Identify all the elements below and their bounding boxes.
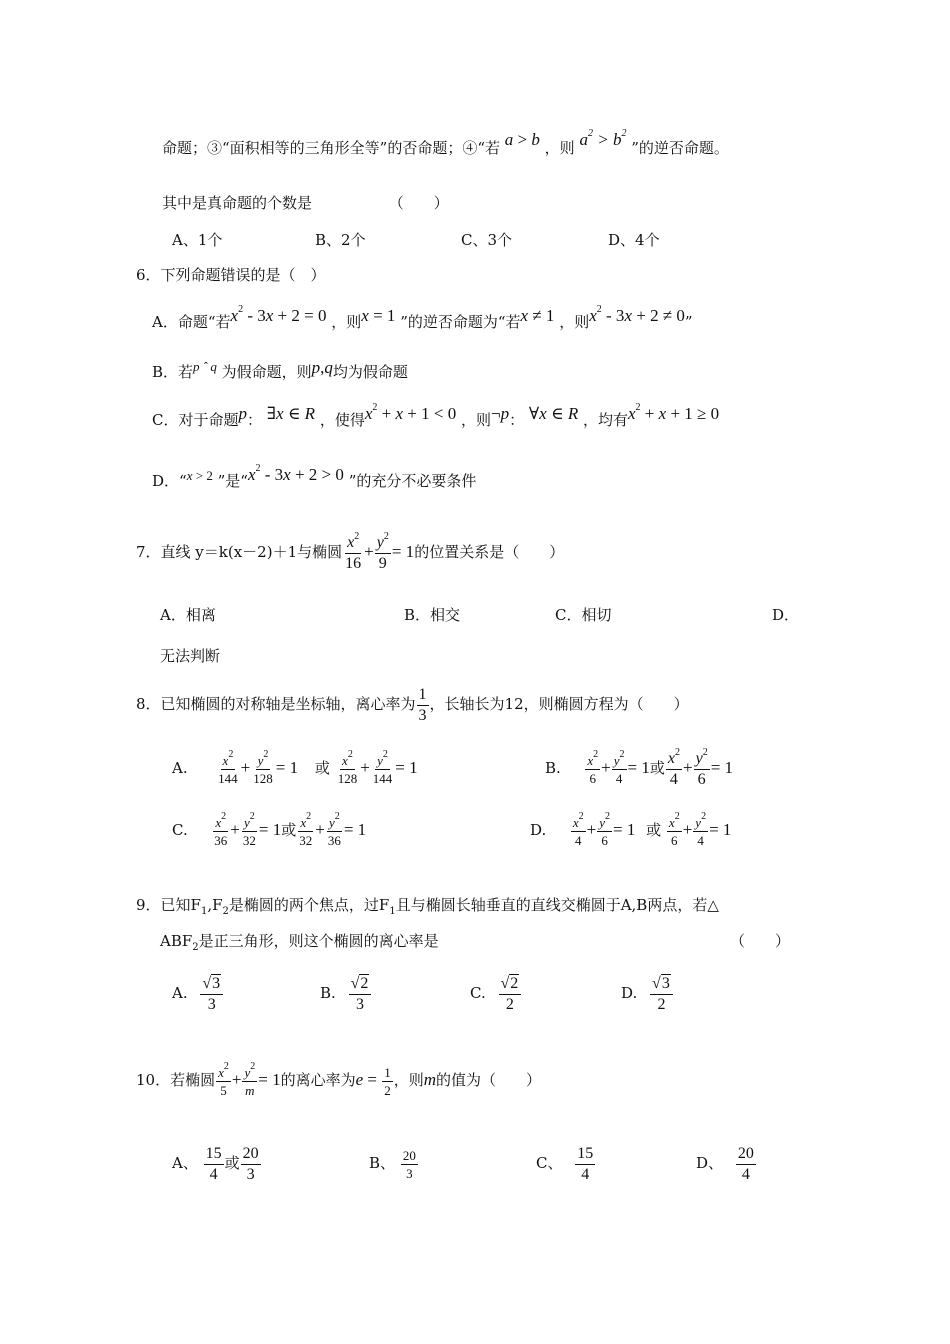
q9-option-d: D. $\frac{√3}{2}$ [621,965,674,1021]
q8-option-d: D. $\frac{x^2}{4}$ + $\frac{y^2}{6}$ = 1 或 $\frac{x^2}{6}$ + $\frac{y^2}{4}$ = 1 [530,810,732,848]
q7-option-b: B．相交 [404,606,461,624]
q5-line1: 命题；③“面积相等的三角形全等”的否命题；④“若 a > b ，则 $a^2 > b^2$ ”的逆否命题。 [162,128,729,157]
q8-option-b: B. $\frac{x^2}{6}$ + $\frac{y^2}{4}$ = 1或 $\frac{x^2}{4}$ + $\frac{y^2}{6}$ = 1 [545,746,734,788]
q5-option-a: A、1个 [172,231,223,249]
q6-option-d: D．“x > 2 ”是“$x^2 - 3x + 2 > 0$ ”的充分不必要条件 [152,463,477,490]
q7-option-d: D． [772,606,800,624]
q8-stem: 8．已知椭圆的对称轴是坐标轴，离心率为 $\frac{1}{3}$ ，长轴长为12，则椭圆方程为（ ） [136,685,689,724]
math-a2-gt-b2: $a^2 > b^2$ [579,128,627,149]
q7-option-a: A．相离 [160,606,216,624]
q5-line2: 其中是真命题的个数是 （ ） [162,194,449,212]
q9-option-a: A. $\frac{√3}{3}$ [172,965,224,1021]
q8-option-c: C. $\frac{x^2}{36}$ + $\frac{y^2}{32}$ = 1或 $\frac{x^2}{32}$ + $\frac{y^2}{36}$ = 1 [172,810,367,848]
q9-option-c: C. $\frac{√2}{2}$ [470,965,522,1021]
q6-stem: 6．下列命题错误的是（ ） [136,266,326,284]
q9-line2: $ABF_2$是正三角形，则这个椭圆的离心率是 （ ） [160,932,790,953]
q5-option-b: B、2个 [315,231,366,249]
q10-stem: 10．若椭圆 $\frac{x^2}{5}$ + $\frac{y^2}{m}$ = 1的离心率为e = $\frac{1}{2}$ ，则m的值为（ ） [136,1060,542,1098]
q10-option-b: B、 $\frac{20}{3}$ [369,1147,416,1181]
math-a-gt-b: a [504,130,514,149]
q9-line1: 9．已知$F_1,F_2$是椭圆的两个焦点，过$F_1$且与椭圆长轴垂直的直线交椭圆于A,B两点，若△ [136,896,719,917]
q7-option-d-text: 无法判断 [160,647,221,665]
q10-option-a: A、 $\frac{15}{4}$ 或 $\frac{20}{3}$ [172,1144,259,1183]
q6-option-a: A．命题“若$x^2 - 3x + 2 = 0$ ，则x = 1 ”的逆否命题为“若x ≠ 1 ，则$x^2 - 3x + 2 \ne 0$” [152,304,693,331]
q8-option-a: A. $\frac{x^2}{144}$ + $\frac{y^2}{128}$ = 1 或 $\frac{x^2}{128}$ + $\frac{y^2}{144}$ = 1 [172,748,418,786]
q7-option-c: C．相切 [555,606,612,624]
q10-option-c: C、 $\frac{15}{4}$ [536,1144,594,1183]
q6-option-c: C．对于命题p： ∃x ∈ R ，使得$x^2 + x + 1 < 0$ ，则¬p： ∀x ∈ R ，均有$x^2 + x + 1 \ge 0$ [152,402,720,429]
q7-stem: 7．直线 y＝k(x－2)＋1与椭圆 $\frac{x^2}{16}$ + $\frac{y^2}{9}$ = 1的位置关系是（ ） [136,530,565,572]
q5-option-d: D、4个 [608,231,660,249]
q5-option-c: C、3个 [461,231,513,249]
q6-option-b: B．若p ˆ q 为假命题，则p,q均为假命题 [152,358,408,381]
q9-option-b: B. $\frac{√2}{3}$ [320,965,372,1021]
q10-option-d: D、 $\frac{20}{4}$ [696,1144,754,1183]
